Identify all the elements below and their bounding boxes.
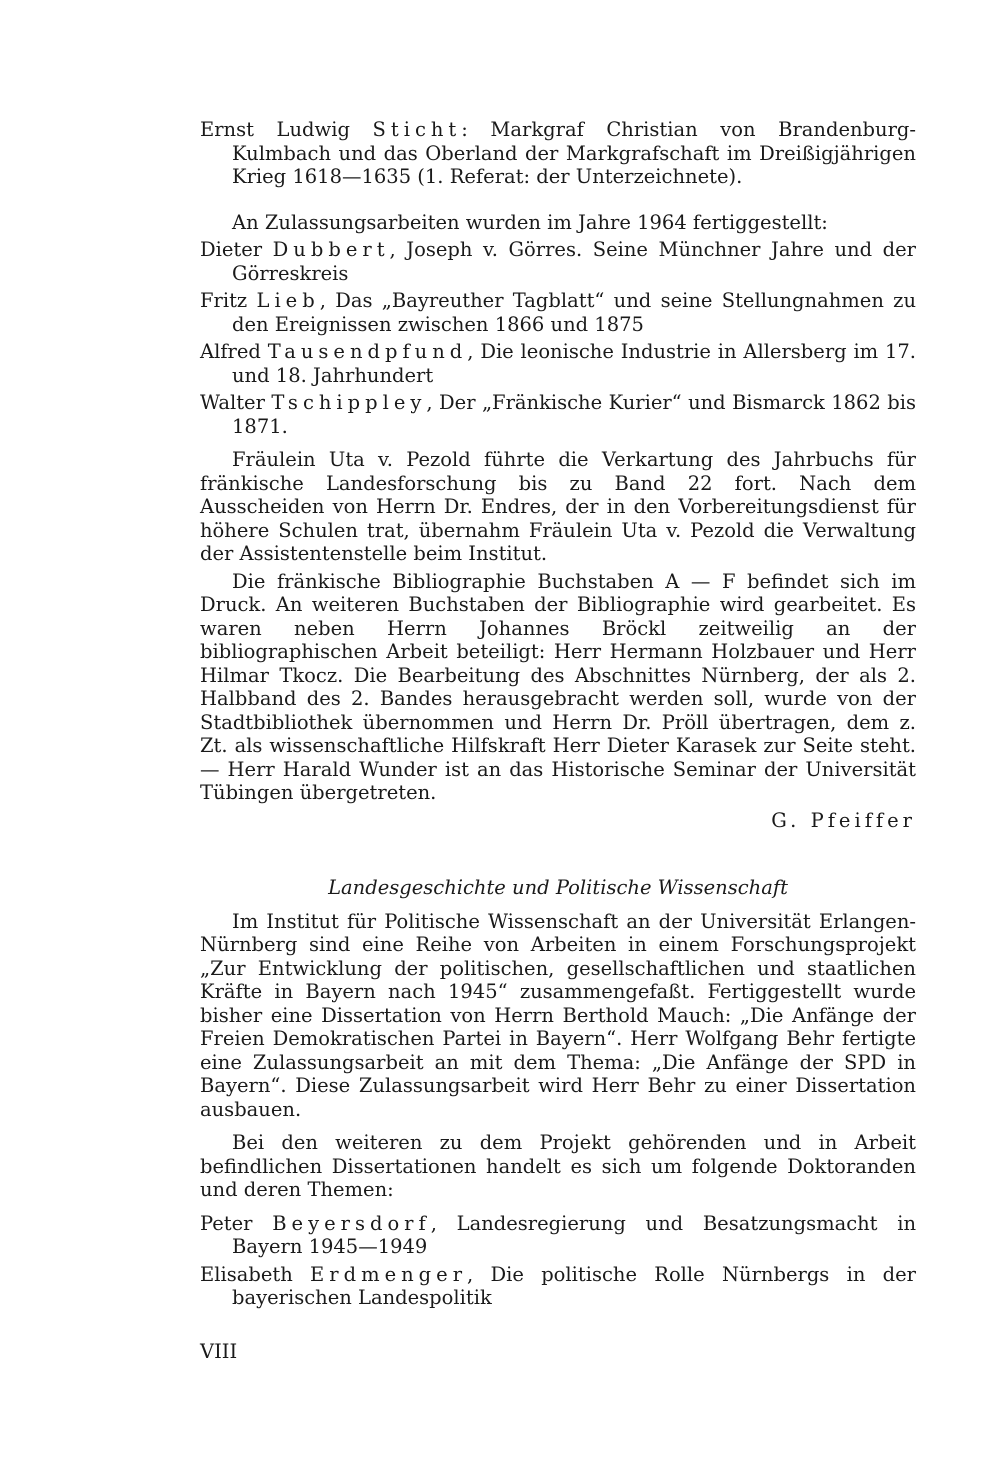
doktoranden-list [200,1212,916,1310]
author-first-name: Dieter [200,238,263,261]
list-item [200,1212,916,1259]
signature: G. Pfeiffer [771,808,916,832]
author-first-name: Fritz [200,289,248,312]
entry-text: , Der „Fränkische Kurier“ und Bismarck 1862 bis 1871. [232,391,917,438]
entry-text: : Markgraf Christian von Brandenburg-Kulmbach und das Oberland der Markgrafschaft im Dreißigjährigen Krieg 1618—1635 (1. Referat: der Unterzeichnete). [232,118,916,188]
zulassung-intro: An Zulassungsarbeiten wurden im Jahre 1964 fertiggestellt: [232,210,828,234]
list-item [200,391,916,438]
entry-text: , Das „Bayreuther Tagblatt“ und seine Stellungnahmen zu den Ereignissen zwischen 1866 und 1875 [232,289,916,336]
paragraph-pezold: Fräulein Uta v. Pezold führte die Verkartung des Jahrbuchs für fränkische Landesforschung bis zu Band 22 fort. Nach dem Ausscheiden von Herrn Dr. Endres, der in den Vorbereitungsdienst für höhere Schulen trat, übernahm Fräulein Uta v. Pezold die Verwaltung der Assistentenstelle beim Institut. [200,448,916,565]
author-first-name: Peter [200,1211,253,1235]
author-last-name: Tausendpfund [267,340,468,363]
author-last-name: Beyersdorf [272,1211,431,1235]
author-first-name: Elisabeth [200,1262,293,1286]
author-last-name: Lieb [256,289,320,312]
author-last-name: Tschippley [271,391,427,414]
document-page [200,118,916,1363]
list-item [200,340,916,387]
author-last-name: Sticht [372,118,462,141]
author-last-name: Dubbert [272,238,390,261]
list-item [200,289,916,336]
entry-text: , Die leonische Industrie in Allersberg im 17. und 18. Jahrhundert [232,340,916,387]
zulassung-list [200,238,916,438]
list-item [200,238,916,285]
paragraph-institut: Im Institut für Politische Wissenschaft an der Universität Erlangen-Nürnberg sind eine Reihe von Arbeiten in einem Forschungsprojekt „Zur Entwicklung der politischen, gesellschaftlichen und staatlichen Kräfte in Bayern nach 1945“ zusammengefaßt. Fertiggestellt wurde bisher eine Dissertation von Herrn Berthold Mauch: „Die Anfänge der Freien Demokratischen Partei in Bayern“. Herr Wolfgang Behr fertigte eine Zulassungsarbeit an mit dem Thema: „Die Anfänge der SPD in Bayern“. Diese Zulassungsarbeit wird Herr Behr zu einer Dissertation ausbauen. [200,909,916,1121]
paragraph-bibliographie: Die fränkische Bibliographie Buchstaben A — F befindet sich im Druck. An weiteren Buchstaben der Bibliographie wird gearbeitet. Es waren neben Herrn Johannes Bröckl zeitweilig an der bibliographischen Arbeit beteiligt: Herr Hermann Holzbauer und Herr Hilmar Tkocz. Die Bearbeitung des Abschnittes Nürnberg, der als 2. Halbband des 2. Bandes herausgebracht werden soll, wurde von der Stadtbibliothek übernommen und Herrn Dr. Pröll übertragen, dem z. Zt. als wissenschaftliche Hilfskraft Herr Dieter Karasek zur Seite steht. — Herr Harald Wunder ist an das Historische Seminar der Universität Tübingen übergetreten. [200,569,916,804]
entry-sticht [200,118,916,189]
paragraph-dissertationen: Bei den weiteren zu dem Projekt gehörenden und in Arbeit befindlichen Dissertationen handelt es sich um folgende Doktoranden und deren Themen: [200,1131,916,1201]
author-first-name: Ernst Ludwig [200,118,350,141]
entry-text: , Joseph v. Görres. Seine Münchner Jahre und der Görreskreis [232,238,916,285]
section-heading: Landesgeschichte und Politische Wissenschaft [328,876,788,899]
author-last-name: Erdmenger [310,1262,468,1286]
list-item [200,1263,916,1310]
entry-text: , Landesregierung und Besatzungsmacht in Bayern 1945—1949 [232,1211,917,1258]
author-first-name: Walter [200,391,265,414]
author-first-name: Alfred [200,340,261,363]
entry-text: , Die politische Rolle Nürnbergs in der bayerischen Landespolitik [232,1262,916,1309]
page-number: VIII [200,1339,238,1363]
